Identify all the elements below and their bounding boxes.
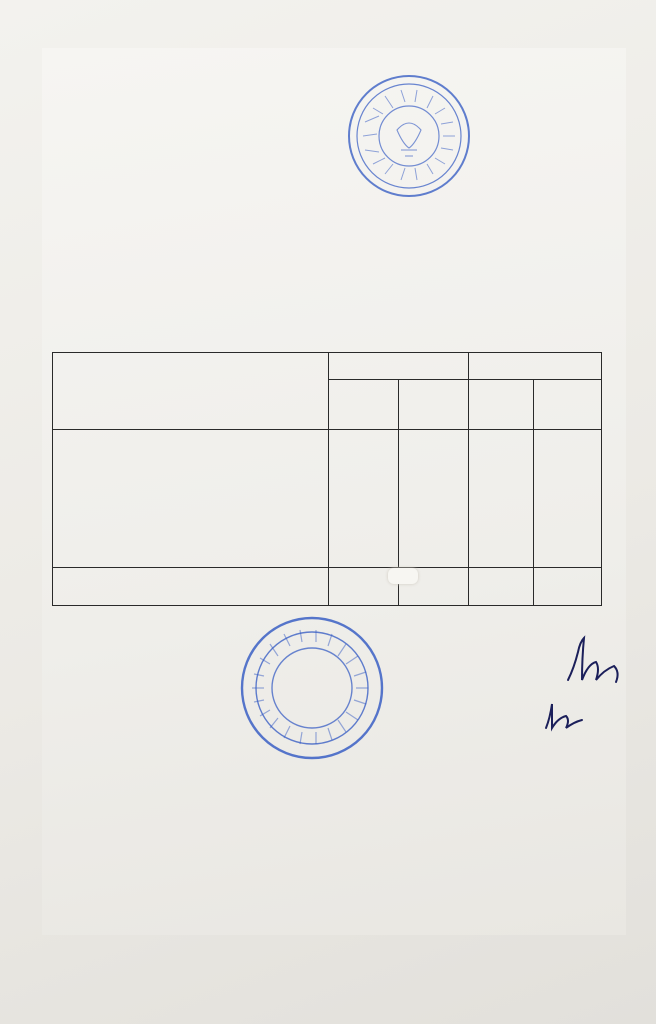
handwritten-signature-1 <box>560 628 626 698</box>
ornament-border-bottom <box>0 935 656 1024</box>
total-label <box>53 568 329 606</box>
header-group-9-11 <box>469 353 602 380</box>
ornament-border-top <box>0 0 656 48</box>
entrepreneur-seal-stamp <box>238 614 386 762</box>
header-price-2 <box>534 380 602 430</box>
price-cell-5-8 <box>399 430 469 568</box>
total-value <box>534 568 602 606</box>
dish-list <box>53 430 329 568</box>
sticker-mark <box>388 568 418 584</box>
ornament-border-right <box>626 40 656 940</box>
price-cell-9-11 <box>534 430 602 568</box>
header-group-5-8 <box>329 353 469 380</box>
menu-table <box>52 352 602 606</box>
handwritten-signature-2 <box>540 696 590 736</box>
total-empty-3 <box>469 568 534 606</box>
round-seal-stamp <box>345 72 473 200</box>
ornament-border-left <box>0 40 42 940</box>
header-dish-name <box>53 353 329 430</box>
header-price-1 <box>399 380 469 430</box>
yield-list-9-11 <box>469 430 534 568</box>
header-yield-2 <box>469 380 534 430</box>
header-yield-1 <box>329 380 399 430</box>
yield-list-5-8 <box>329 430 399 568</box>
